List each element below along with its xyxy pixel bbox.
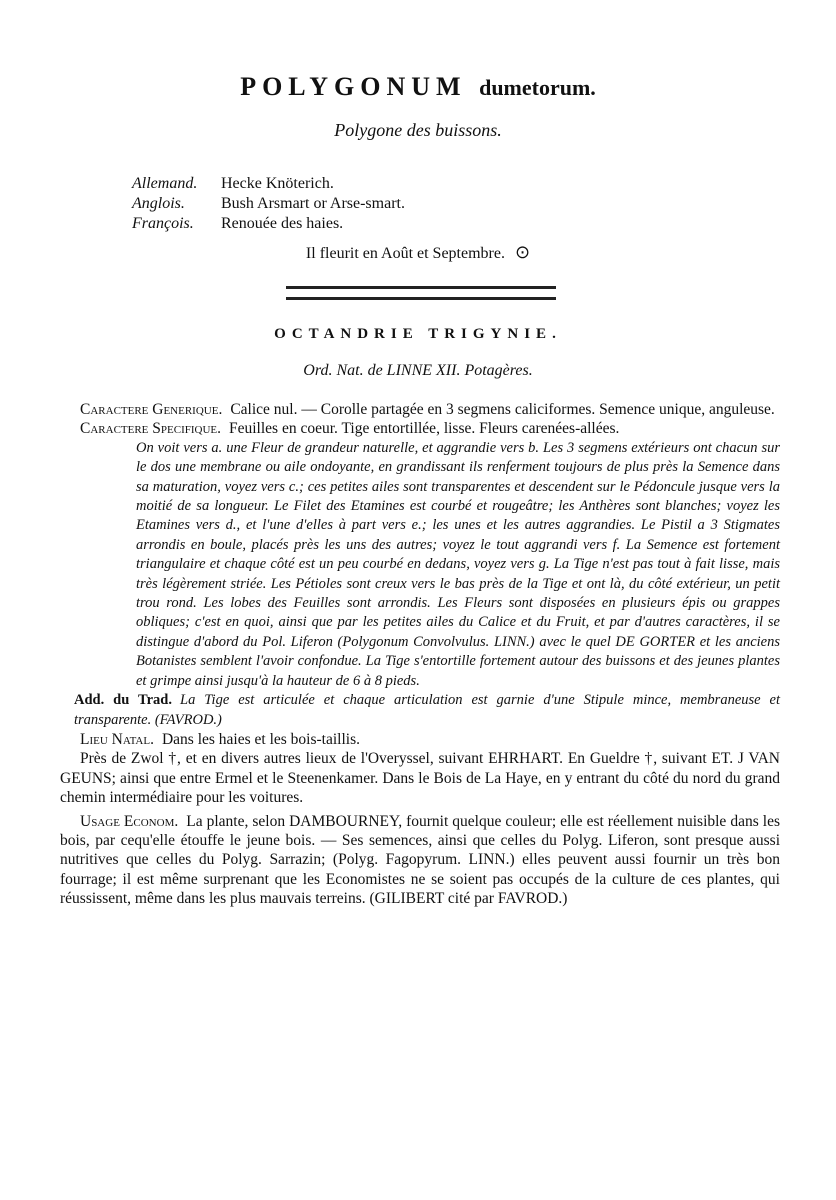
flowering-period [0,242,836,263]
vernacular-name: Renouée des haies. [221,215,344,232]
french-title: Polygone des buissons. [334,120,502,140]
natural-order: Ord. Nat. de LINNE XII. Potagères. [303,362,533,379]
habitat-text: Dans les haies et les bois-taillis. [161,730,360,748]
vernacular-name: Hecke Knöterich. [221,175,334,192]
translator-addition [74,691,780,730]
page-title [0,72,836,102]
decorative-rule [286,286,556,300]
language-label: Anglois. [132,195,185,212]
annual-symbol-icon: ⊙ [514,242,531,262]
habitat [60,730,780,749]
specific-character [60,419,780,438]
plate-description: On voit vers a. une Fleur de grandeur naturelle, et aggrandie vers b. Les 3 segmens extérieurs ont chacun sur le dos une membrane ou aile ondoyante, en grandissant ils renferment toujours de plus près la Semence dans sa maturation, voyez vers c.; ces petites ailes sont transparentes et descendent sur le Pédoncule jusque vers la moitié de sa longueur. Le Filet des Etamines est courbé et rougeâtre; les Anthères sont blanches; voyez les Etamines vers d., et l'une d'elles à part vers e.; les unes et les autres aggrandies. Le Pistil a 3 Stigmates arrondis en boule, placés près les uns des autres; voyez le tout aggrandi vers f. La Semence est fortement triangulaire et chaque côté est un peu courbé en dedans, voyez vers g. La Tige n'est pas tout à fait lisse, mais très légèrement striée. Les Pétioles sont creux vers le bas près de la Tige et ont là, du côté extérieur, un petit trou rond. Les lobes des Feuilles sont arrondis. Les Fleurs sont disposées en plusieurs épis ou grappes obliques; c'est en quoi, ainsi que par les petites ailes du Calice et du Fruit, et par d'autres caractères, il se distingue d'abord du Pol. Liferon (Polygonum Convolvulus. LINN.) avec le quel DE GORTER et les anciens Botanistes semblent l'avoir confondue. La Tige s'entortille fortement autour des buissons et des jeunes plantes et grimpe ainsi jusqu'à la hauteur de 6 à 8 pieds. [136,439,780,689]
economic-use-text: La plante, selon DAMBOURNEY, fournit quelque couleur; elle est réellement nuisible dans les bois, par cequ'elle étouffe le jeune bois. — Ses semences, ainsi que celles du Polyg. Liferon, sont presque aussi nutritives que celles du Polyg. Sarrazin; (Polyg. Fagopyrum. LINN.) elles peuvent aussi fournir un très bon fourrage; il est même surprenant que les Economistes ne se soient pas occupés de la culture de ces plantes, qui réussissent, même dans les plus mauvais terreins. (GILIBERT cité par FAVROD.) [60,812,780,908]
genus-name: POLYGONUM [240,72,467,101]
generic-character-label: Caractere Generique. [80,401,223,418]
species-name: dumetorum. [479,75,596,100]
flowering-text: Il fleurit en Août et Septembre. [305,245,505,262]
translator-addition-text: La Tige est articulée et chaque articulation est garnie d'une Stipule mince, membraneuse et transparente. (FAVROD.) [74,692,781,728]
translator-addition-label: Add. du Trad. [74,692,172,709]
habitat-label: Lieu Natal. [80,730,154,748]
species-description [60,400,780,909]
habitat-localities: Près de Zwol †, et en divers autres lieux de l'Overyssel, suivant EHRHART. En Gueldre †, suivant ET. J VAN GEUNS; ainsi que entre Ermel et le Steenenkamer. Dans le Bois de La Haye, en y entrant du côté du nord du grand chemin intermédiaire pour les voitures. [60,750,780,807]
vernacular-names [132,174,405,234]
language-label: François. [132,215,194,232]
vernacular-row-english [132,194,405,214]
language-label: Allemand. [132,175,198,192]
generic-character [60,400,780,419]
vernacular-name: Bush Arsmart or Arse-smart. [221,195,405,212]
vernacular-row-german [132,174,405,194]
specific-character-text: Feuilles en coeur. Tige entortillée, lisse. Fleurs carenées-allées. [229,420,620,438]
linnaean-class: OCTANDRIE TRIGYNIE. [274,326,562,342]
vernacular-row-french [132,214,405,234]
economic-use [60,812,780,909]
economic-use-label: Usage Econom. [80,812,179,830]
generic-character-text: Calice nul. — Corolle partagée en 3 segmens caliciformes. Semence unique, anguleuse. [230,401,775,418]
specific-character-label: Caractere Specifique. [80,420,221,438]
